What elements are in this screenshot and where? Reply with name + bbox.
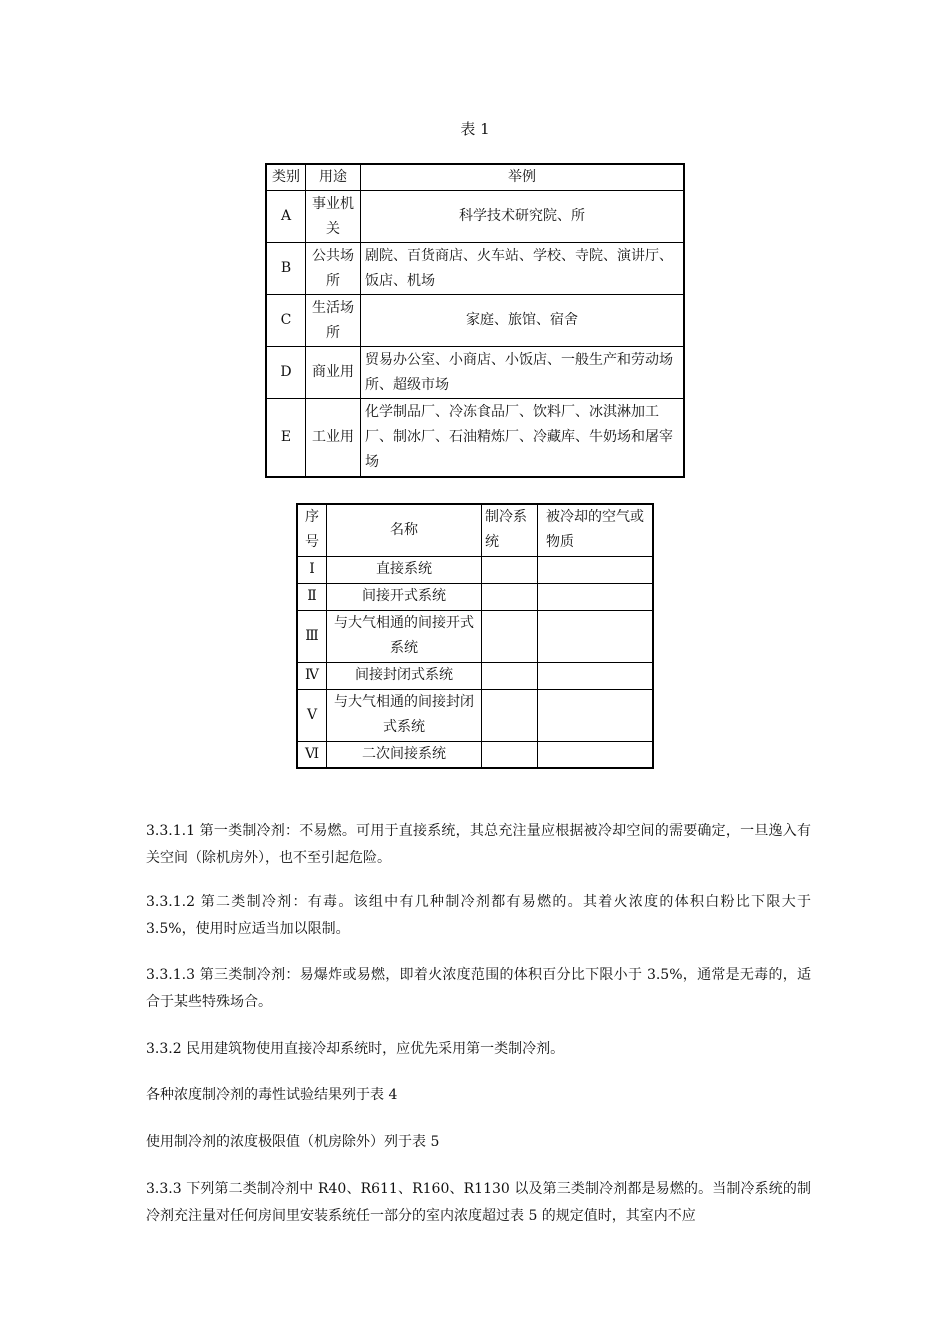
name-cell: 与大气相通的间接封闭式系统 [327,689,482,741]
name-cell: 二次间接系统 [327,741,482,768]
number-cell: Ⅵ [297,741,327,768]
usage-cell: 公共场所 [306,243,361,295]
usage-cell: 事业机关 [306,191,361,243]
table-row [297,662,653,689]
name-cell: 间接开式系统 [327,583,482,610]
example-cell: 家庭、旅馆、宿舍 [361,295,685,347]
number-cell: Ⅰ [297,556,327,583]
example-cell: 科学技术研究院、所 [361,191,685,243]
paragraph-3-3-1-1: 3.3.1.1 第一类制冷剂：不易燃。可用于直接系统，其总充注量应根据被冷却空间的需要确定，一旦逸入有关空间（除机房外），也不至引起危险。 [146,823,811,866]
paragraph-table-5-note: 使用制冷剂的浓度极限值（机房除外）列于表 5 [146,1134,440,1150]
table-row [297,583,653,610]
table-row [266,399,684,477]
table-row [266,347,684,399]
category-cell: D [266,347,306,399]
name-cell: 间接封闭式系统 [327,662,482,689]
header-category: 类别 [266,164,306,191]
number-cell: Ⅴ [297,689,327,741]
usage-cell: 生活场所 [306,295,361,347]
paragraph-3-3-2: 3.3.2 民用建筑物使用直接冷却系统时，应优先采用第一类制冷剂。 [146,1041,565,1057]
table-row [297,741,653,768]
example-cell: 化学制品厂、冷冻食品厂、饮料厂、冰淇淋加工厂、制冰厂、石油精炼厂、冷藏库、牛奶场和屠宰场 [361,399,685,477]
empty-cell [482,741,538,768]
empty-cell [482,662,538,689]
header-number: 序号 [297,504,327,556]
empty-cell [538,583,654,610]
table-row [266,295,684,347]
empty-cell [538,689,654,741]
paragraph-3-3-3: 3.3.3 下列第二类制冷剂中 R40、R611、R160、R1130 以及第三类制冷剂都是易燃的。当制冷系统的制冷剂充注量对任何房间里安装系统任一部分的室内浓度超过表 5 的规定值时，其室内不应 [146,1181,811,1224]
example-cell: 剧院、百货商店、火车站、学校、寺院、演讲厅、饭店、机场 [361,243,685,295]
category-cell: A [266,191,306,243]
table-1-caption: 表 1 [460,120,490,138]
usage-cell: 工业用 [306,399,361,477]
empty-cell [538,662,654,689]
category-cell: B [266,243,306,295]
empty-cell [482,689,538,741]
refrigeration-system-table [296,503,654,769]
number-cell: Ⅳ [297,662,327,689]
empty-cell [538,610,654,662]
number-cell: Ⅱ [297,583,327,610]
paragraph-table-4-note: 各种浓度制冷剂的毒性试验结果列于表 4 [146,1087,398,1103]
table-header-row [297,504,653,556]
table-row [297,556,653,583]
name-cell: 直接系统 [327,556,482,583]
table-header-row [266,164,684,191]
empty-cell [538,556,654,583]
table-row [297,689,653,741]
example-cell: 贸易办公室、小商店、小饭店、一般生产和劳动场所、超级市场 [361,347,685,399]
header-cooled-substance: 被冷却的空气或物质 [538,504,654,556]
header-example: 举例 [361,164,685,191]
paragraph-3-3-1-3: 3.3.1.3 第三类制冷剂：易爆炸或易燃，即着火浓度范围的体积百分比下限小于 3.5%，通常是无毒的，适合于某些特殊场合。 [146,967,811,1010]
empty-cell [538,741,654,768]
empty-cell [482,583,538,610]
paragraph-3-3-1-2: 3.3.1.2 第二类制冷剂：有毒。该组中有几种制冷剂都有易燃的。其着火浓度的体积白粉比下限大于 3.5%，使用时应适当加以限制。 [146,894,811,937]
empty-cell [482,610,538,662]
table-row [297,610,653,662]
category-cell: E [266,399,306,477]
usage-category-table [265,163,685,478]
empty-cell [482,556,538,583]
name-cell: 与大气相通的间接开式系统 [327,610,482,662]
usage-cell: 商业用 [306,347,361,399]
header-refrigeration-system: 制冷系统 [482,504,538,556]
category-cell: C [266,295,306,347]
number-cell: Ⅲ [297,610,327,662]
header-usage: 用途 [306,164,361,191]
header-name: 名称 [327,504,482,556]
table-row [266,191,684,243]
table-row [266,243,684,295]
